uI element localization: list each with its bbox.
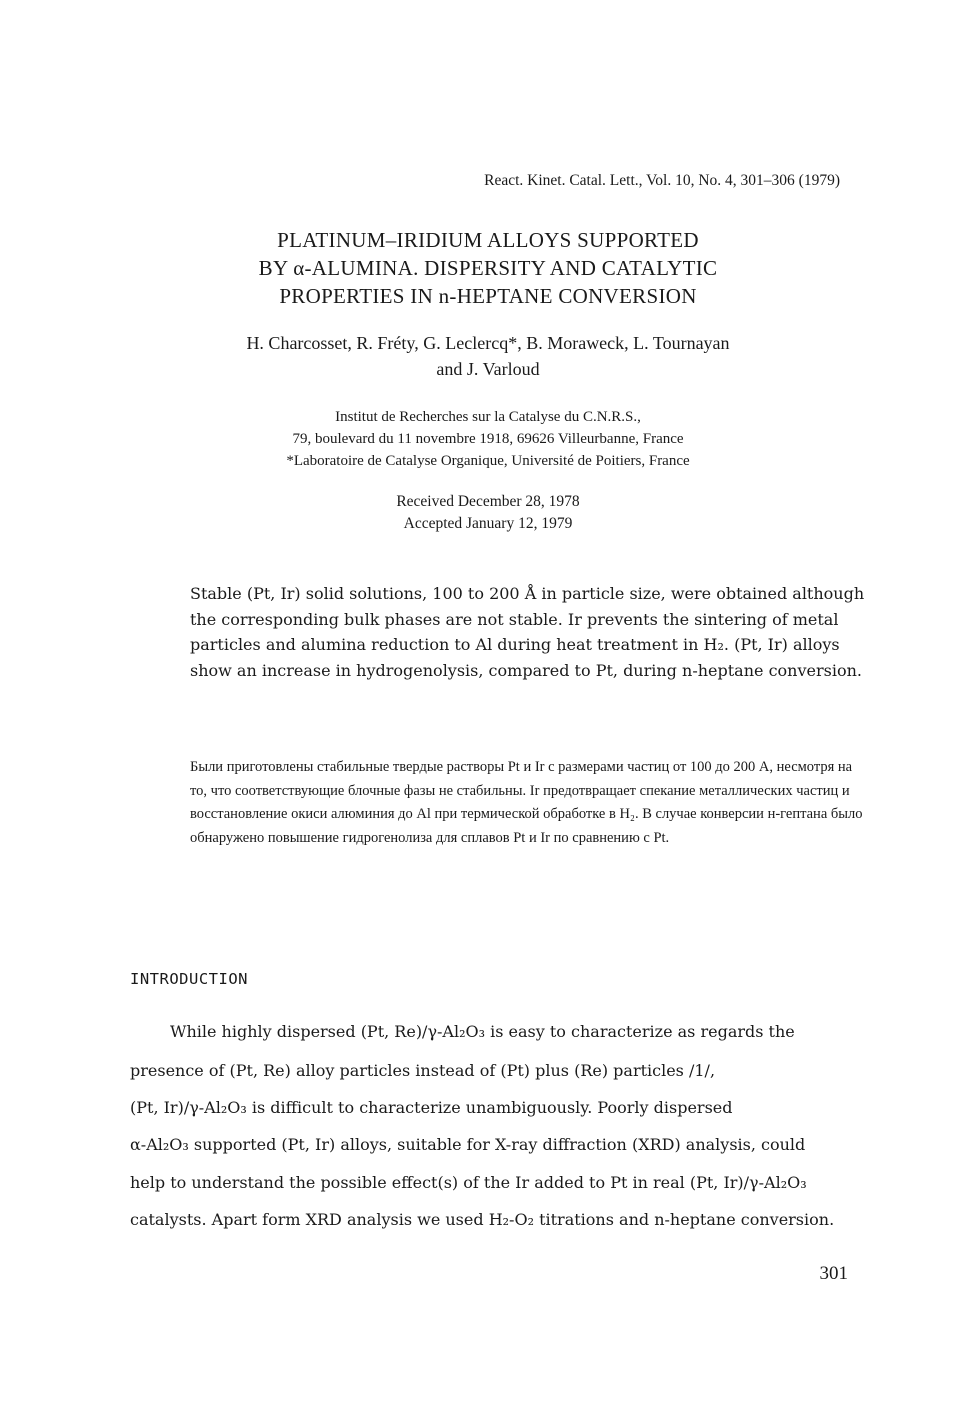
affiliation-line: 79, boulevard du 11 novembre 1918, 69626 Villeurbanne, France — [292, 431, 684, 447]
introduction-line: (Pt, Ir)/γ-Al₂O₃ is difficult to characterize unambiguously. Poorly dispersed — [130, 1098, 733, 1117]
introduction-line: help to understand the possible effect(s) of the Ir added to Pt in real (Pt, Ir)/γ-Al₂O₃ — [130, 1173, 807, 1192]
author-line: and J. Varloud — [436, 359, 540, 379]
abstract-english-text: Stable (Pt, Ir) solid solutions, 100 to 200 Å in particle size, were obtained although the corresponding bulk phases are not stable. Ir prevents the sintering of metal particles and alumina reduction to Al during heat treatment in H₂. (Pt, Ir) alloys show an increase in hydrogenolysis, compared to Pt, during n-heptane conversion. — [190, 584, 865, 680]
received-date: Received December 28, 1978 — [396, 493, 580, 510]
title-line: PLATINUM–IRIDIUM ALLOYS SUPPORTED — [277, 228, 699, 252]
submission-dates — [150, 491, 826, 535]
introduction-line: presence of (Pt, Re) alloy particles instead of (Pt) plus (Re) particles /1/, — [130, 1061, 716, 1080]
affiliation-line: Institut de Recherches sur la Catalyse du C.N.R.S., — [335, 409, 641, 425]
author-line: H. Charcosset, R. Fréty, G. Leclercq*, B. Moraweck, L. Tournayan — [246, 333, 730, 353]
abstract-russian — [190, 756, 870, 850]
affiliation-line: *Laboratoire de Catalyse Organique, Université de Poitiers, France — [286, 453, 690, 469]
journal-citation: React. Kinet. Catal. Lett., Vol. 10, No. 4, 301–306 (1979) — [484, 172, 840, 189]
introduction-line: α-Al₂O₃ supported (Pt, Ir) alloys, suitable for X-ray diffraction (XRD) analysis, could — [130, 1135, 806, 1154]
page-number: 301 — [819, 1263, 848, 1284]
abstract-english — [190, 581, 870, 683]
author-list — [150, 330, 826, 382]
title-line: PROPERTIES IN n-HEPTANE CONVERSION — [279, 284, 697, 308]
affiliations — [150, 406, 826, 472]
paper-title — [150, 226, 826, 310]
accepted-date: Accepted January 12, 1979 — [403, 515, 573, 532]
introduction-line: While highly dispersed (Pt, Re)/γ-Al₂O₃ is easy to characterize as regards the — [170, 1022, 795, 1041]
title-line: BY α-ALUMINA. DISPERSITY AND CATALYTIC — [258, 256, 718, 280]
abstract-russian-text: Были приготовлены стабильные твердые растворы Pt и Ir с размерами частиц от 100 до 200 А, несмотря на то, что соответствующие блочные фазы не стабильны. Ir предотвращает спекание металлических частиц и восстановление окиси алюминия до Al при термической обработке в H₂. В случае конверсии н-гептана было обнаружено повышение гидрогенолиза для сплавов Pt и Ir по сравнению с Pt. — [190, 759, 863, 846]
introduction-heading: INTRODUCTION — [130, 970, 248, 988]
introduction-line: catalysts. Apart form XRD analysis we used H₂-O₂ titrations and n-heptane conversion. — [130, 1210, 835, 1229]
